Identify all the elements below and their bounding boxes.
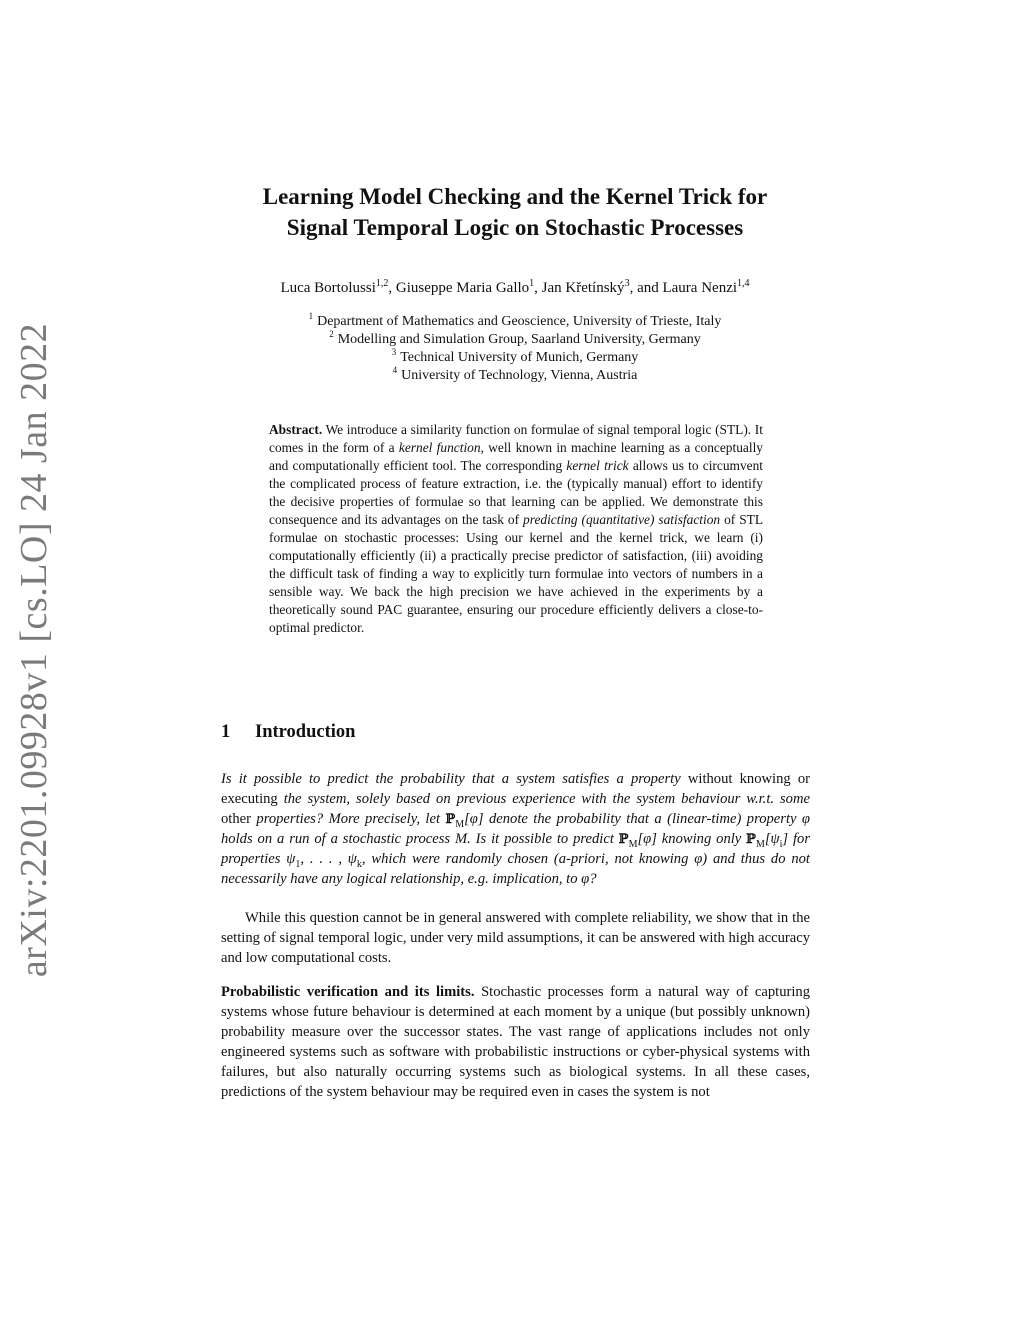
author: Luca Bortolussi$^{1,2}$, bbox=[280, 278, 396, 296]
title-line-1: Learning Model Checking and the Kernel Trick for bbox=[262, 184, 768, 209]
author: Giuseppe Maria Gallo$^1$, bbox=[395, 278, 542, 296]
author: Jan Křetínský$^3$, and bbox=[541, 278, 663, 296]
affiliation: $^4$ University of Technology, Vienna, Austria bbox=[392, 365, 638, 383]
section-heading bbox=[221, 722, 355, 743]
author-list bbox=[200, 278, 830, 298]
affiliation: $^1$ Department of Mathematics and Geoscience, University of Trieste, Italy bbox=[308, 311, 722, 329]
intro-paragraph-1: Is it possible to predict the probability that a system satisfies a property without knowing or executing the system, solely based on previous experience with the system behaviour w.r.t. some other properties? More precisely, let ℙ$_M$[φ] denote the probability that a (linear-time) property φ holds on a run of a stochastic process M. Is it possible to predict ℙ$_M$[φ] knowing only $ℙ_M[\psi_i]$ for properties $\psi_1$, . . . , $\psi_k$, which were randomly chosen (a-priori, not knowing φ) and thus do not necessarily have any logical relationship, e.g. implication, to φ? bbox=[221, 771, 811, 887]
intro-paragraph-3: Probabilistic verification and its limits. Stochastic processes form a natural way of capturing systems whose future behaviour is determined at each moment by a unique (but possibly unknown) probability measure over the successor states. The vast range of applications includes not only engineered systems such as software with probabilistic instructions or cyber-physical systems with failures, but also naturally occurring systems such as biological systems. In all these cases, predictions of the system behaviour may be required even in cases the system is not bbox=[221, 984, 810, 1100]
title-line-2: Signal Temporal Logic on Stochastic Processes bbox=[286, 215, 744, 240]
affiliation-list bbox=[200, 313, 830, 385]
abstract: Abstract. We introduce a similarity function on formulae of signal temporal logic (STL). It comes in the form of a kernel function, well known in machine learning as a conceptually and computationally efficient tool. The corresponding kernel trick allows us to circumvent the complicated process of feature extraction, i.e. the (typically manual) effort to identify the decisive properties of formulae so that learning can be applied. We demonstrate this consequence and its advantages on the task of predicting (quantitative) satisfaction of STL formulae on stochastic processes: Using our kernel and the kernel trick, we learn (i) computationally efficiently (ii) a practically precise predictor of satisfaction, (iii) avoiding the difficult task of finding a way to explicitly turn formulae into vectors of numbers in a sensible way. We back the high precision we have achieved in the experiments by a theoretically sound PAC guarantee, ensuring our procedure efficiently delivers a close-to-optimal predictor. bbox=[269, 422, 764, 635]
arxiv-identifier-text: arXiv:2201.09928v1 [cs.LO] 24 Jan 2022 bbox=[13, 322, 55, 978]
section-number: 1 bbox=[221, 722, 231, 742]
paragraph-label: Probabilistic verification and its limits. bbox=[221, 984, 475, 1000]
affiliation: $^2$ Modelling and Simulation Group, Saarland University, Germany bbox=[329, 329, 701, 347]
author: Laura Nenzi$^{1,4}$ bbox=[662, 278, 750, 296]
section-title: Introduction bbox=[255, 722, 356, 742]
abstract-label: Abstract. bbox=[269, 422, 323, 437]
paper-title bbox=[200, 181, 830, 243]
intro-paragraph-2: While this question cannot be in general answered with complete reliability, we show that in the setting of signal temporal logic, under very mild assumptions, it can be answered with high accuracy and low computational costs. bbox=[221, 910, 810, 966]
affiliation: $^3$ Technical University of Munich, Germany bbox=[391, 347, 639, 365]
